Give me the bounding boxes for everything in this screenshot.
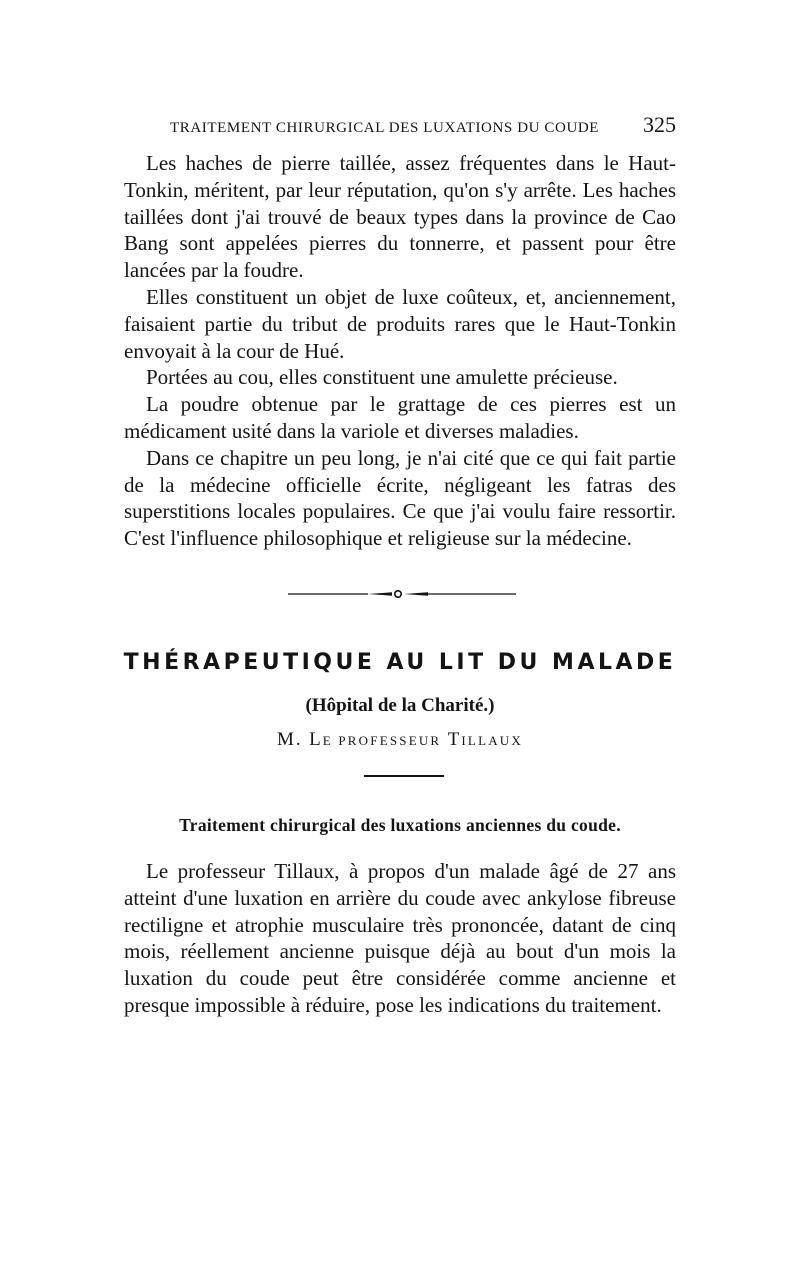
- paragraph-objet-de-luxe: Elles constituent un objet de luxe coûteux, et, anciennement, faisaient partie du tribut de produits rares que le Haut-Tonkin envoyait à la cour de Hué.: [124, 284, 676, 363]
- professor-name-rest: ILLAUX: [461, 733, 523, 748]
- ornament-graphic: [288, 585, 516, 603]
- intro-text-block: [124, 150, 676, 552]
- page-number: 325: [643, 112, 676, 137]
- paragraph-haches: Les haches de pierre taillée, assez fréquentes dans le Haut-Tonkin, méritent, par leur réputation, qu'on s'y arrête. Les haches taillées dont j'ai trouvé de beaux types dans la province de Cao Bang sont appelées pierres du tonnerre, et passent pour être lancées par la foudre.: [124, 151, 676, 283]
- article-subheading: Traitement chirurgical des luxations anciennes du coude.: [179, 815, 621, 835]
- professor-name: [448, 729, 523, 749]
- professor-prefix: M.: [277, 729, 303, 750]
- running-head: [170, 112, 676, 142]
- section-divider-ornament: [288, 585, 516, 603]
- paragraph-amulette: Portées au cou, elles constituent une amulette précieuse.: [146, 365, 618, 390]
- professor-line: [120, 729, 680, 751]
- paragraph-poudre: La poudre obtenue par le grattage de ces pierres est un médicament usité dans la variole et diverses maladies.: [124, 392, 676, 443]
- running-title: TRAITEMENT CHIRURGICAL DES LUXATIONS DU COUDE: [170, 120, 600, 136]
- paragraph-chapitre: Dans ce chapitre un peu long, je n'ai cité que ce qui fait partie de la médecine officielle écrite, négligeant les fatras des superstitions locales populaires. Ce que j'ai voulu faire ressortir. C'est l'influence philosophique et religieuse sur la médecine.: [124, 445, 676, 551]
- hospital-line: (Hôpital de la Charité.): [305, 695, 495, 716]
- professor-title: [309, 729, 441, 749]
- professor-title-rest: E PROFESSEUR: [322, 733, 442, 748]
- professor-title-initial: L: [309, 729, 323, 750]
- article-text-block: [124, 858, 676, 1019]
- section-title: THÉRAPEUTIQUE AU LIT DU MALADE: [123, 650, 677, 675]
- paragraph-tillaux: Le professeur Tillaux, à propos d'un malade âgé de 27 ans atteint d'une luxation en arrière du coude avec ankylose fibreuse rectiligne et atrophie musculaire très prononcée, datant de cinq mois, réellement ancienne puisque déjà au bout d'un mois la luxation du coude peut être considérée comme ancienne et presque impossible à réduire, pose les indications du traitement.: [124, 859, 676, 1017]
- professor-name-initial: T: [447, 729, 462, 750]
- short-rule: [364, 775, 444, 777]
